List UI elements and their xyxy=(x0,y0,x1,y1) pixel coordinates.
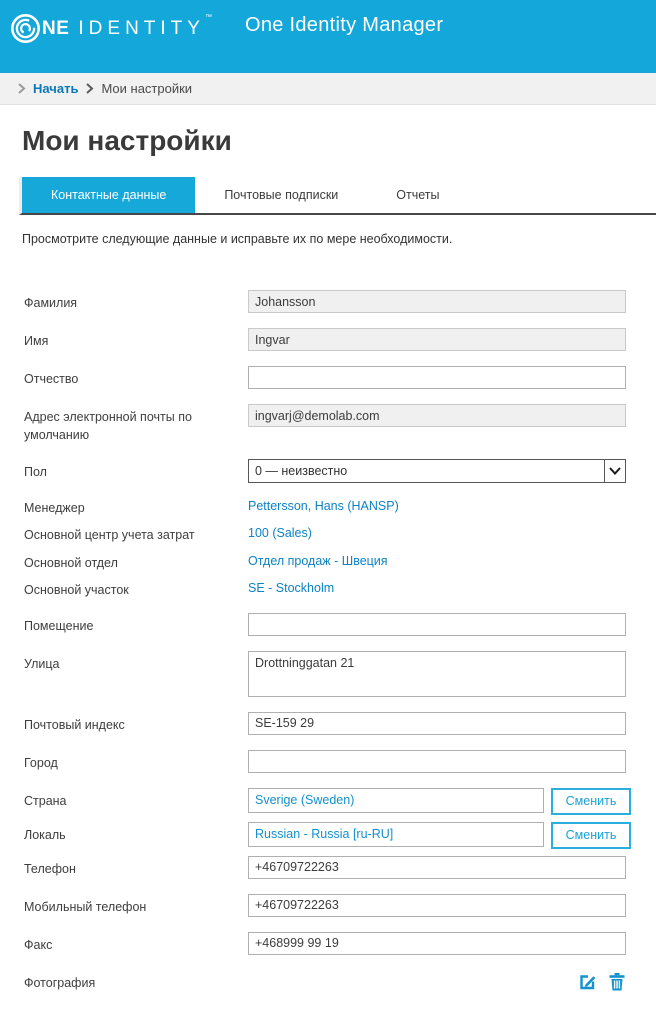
logo-rings-icon xyxy=(10,13,41,44)
room-label: Помещение xyxy=(24,618,94,633)
delete-photo-icon[interactable] xyxy=(608,972,626,991)
gender-select[interactable] xyxy=(248,459,626,483)
form-row-room xyxy=(24,613,626,636)
one-identity-logo xyxy=(10,13,217,44)
form-row-department xyxy=(24,553,626,572)
form-row-locale xyxy=(24,822,626,849)
breadcrumb-current-page: Мои настройки xyxy=(101,81,193,96)
tab-contact-data[interactable]: Контактные данные xyxy=(22,177,195,213)
form-row-site xyxy=(24,580,626,599)
intro-text: Просмотрите следующие данные и исправьте их по мере необходимости. xyxy=(22,232,453,246)
form-row-street xyxy=(24,651,626,697)
edit-photo-icon[interactable] xyxy=(578,972,597,991)
middle-name-label: Отчество xyxy=(24,372,79,386)
locale-change-button[interactable]: Сменить xyxy=(551,822,631,849)
fax-field[interactable] xyxy=(248,932,626,955)
form-row-fax xyxy=(24,932,626,955)
zip-label: Почтовый индекс xyxy=(24,717,125,732)
middle-name-field[interactable] xyxy=(248,366,626,389)
form-row-default-email xyxy=(24,404,626,444)
phone-label: Телефон xyxy=(24,861,76,876)
default-email-label: Адрес электронной почты по умолчанию xyxy=(24,410,192,443)
locale-value-box: Russian - Russia [ru-RU] xyxy=(248,822,544,847)
first-name-field xyxy=(248,328,626,351)
department-label: Основной отдел xyxy=(24,555,118,570)
surname-label: Фамилия xyxy=(24,296,78,310)
form-row-gender xyxy=(24,459,626,483)
zip-field[interactable] xyxy=(248,712,626,735)
cost-center-label: Основной центр учета затрат xyxy=(24,528,195,543)
form-row-phone xyxy=(24,856,626,879)
city-field[interactable] xyxy=(248,750,626,773)
chevron-down-icon xyxy=(604,460,625,482)
form-row-manager xyxy=(24,498,626,517)
page-title: Мои настройки xyxy=(22,125,232,156)
app-title: One Identity Manager xyxy=(244,14,444,36)
locale-label: Локаль xyxy=(24,827,66,842)
form-row-middle-name xyxy=(24,366,626,389)
chevron-right-icon xyxy=(85,83,94,94)
country-change-button[interactable]: Сменить xyxy=(551,788,631,815)
contact-data-form xyxy=(24,290,626,992)
app-header xyxy=(0,0,656,73)
tab-mail-subscriptions[interactable]: Почтовые подписки xyxy=(224,188,339,202)
photo-label: Фотография xyxy=(24,975,96,990)
manager-label: Менеджер xyxy=(24,501,85,516)
form-row-city xyxy=(24,750,626,773)
surname-field xyxy=(248,290,626,313)
gender-label: Пол xyxy=(24,465,47,480)
mobile-field[interactable] xyxy=(248,894,626,917)
street-field[interactable] xyxy=(248,651,626,697)
breadcrumb xyxy=(0,73,656,105)
tab-reports[interactable]: Отчеты xyxy=(396,188,440,202)
form-row-zip xyxy=(24,712,626,735)
logo-text-one: NE xyxy=(42,17,70,39)
fax-label: Факс xyxy=(24,937,53,952)
tab-bar xyxy=(19,177,656,215)
gender-selected-value: 0 — неизвестно xyxy=(255,464,348,479)
country-label: Страна xyxy=(24,793,67,808)
mobile-label: Мобильный телефон xyxy=(24,899,147,914)
country-value-box: Sverige (Sweden) xyxy=(248,788,544,813)
site-label: Основной участок xyxy=(24,582,129,597)
logo-trademark: ™ xyxy=(204,13,217,21)
phone-field[interactable] xyxy=(248,856,626,879)
manager-link[interactable]: Pettersson, Hans (HANSP) xyxy=(248,499,399,514)
form-row-first-name xyxy=(24,328,626,351)
default-email-field xyxy=(248,404,626,427)
street-label: Улица xyxy=(24,656,60,671)
cost-center-link[interactable]: 100 (Sales) xyxy=(248,526,312,541)
form-row-surname xyxy=(24,290,626,313)
chevron-right-icon xyxy=(17,83,26,94)
logo-text-identity: IDENTITY™ xyxy=(78,13,217,39)
room-field[interactable] xyxy=(248,613,626,636)
breadcrumb-link-home[interactable]: Начать xyxy=(33,81,79,96)
city-label: Город xyxy=(24,755,58,770)
form-row-photo xyxy=(24,970,626,992)
form-row-cost-center xyxy=(24,525,626,544)
form-row-mobile xyxy=(24,894,626,917)
first-name-label: Имя xyxy=(24,334,49,348)
form-row-country xyxy=(24,788,626,815)
department-link[interactable]: Отдел продаж - Швеция xyxy=(248,553,388,568)
site-link[interactable]: SE - Stockholm xyxy=(248,580,335,595)
